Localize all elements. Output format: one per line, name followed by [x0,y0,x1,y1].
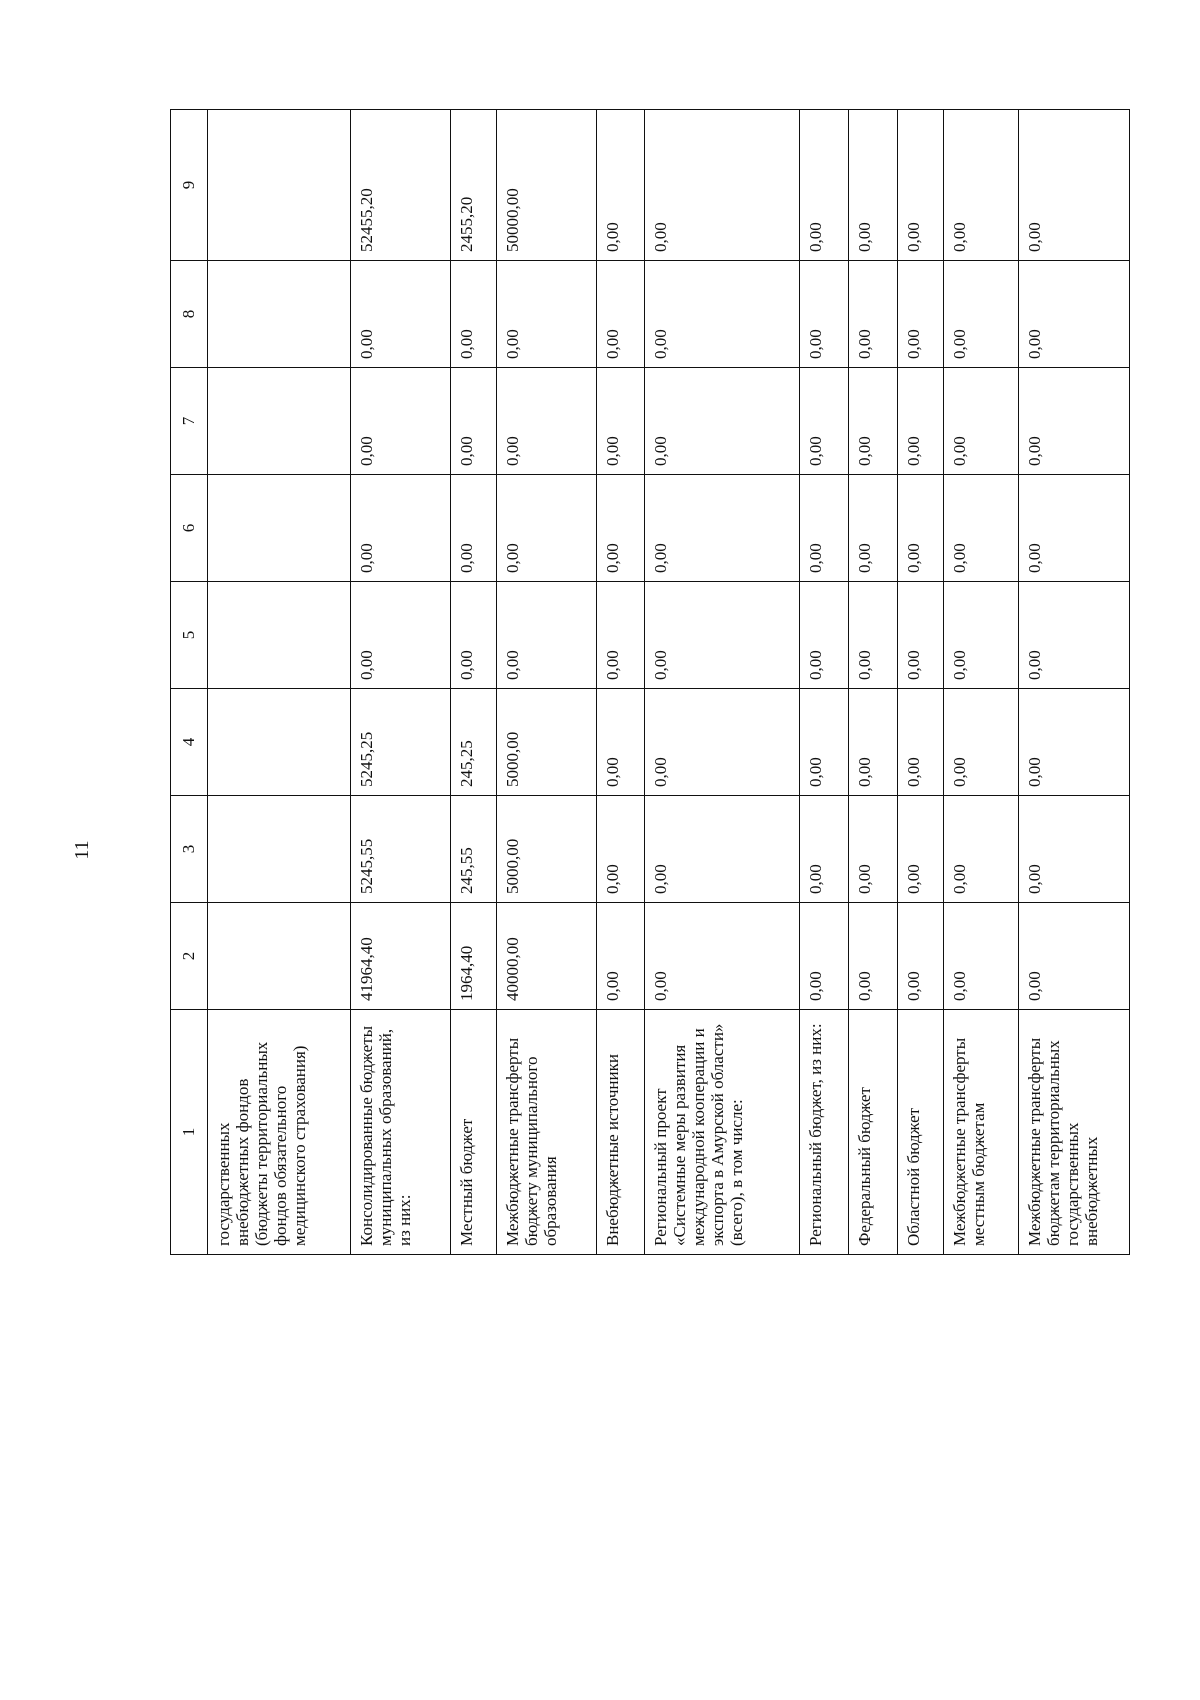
column-number-header: 5 [171,582,208,689]
row-label-cell: государственных внебюджетных фондов (бюджеты территориальных фондов обязательного медицинского страхования) [207,1010,351,1255]
row-label-cell: Областной бюджет [897,1010,943,1255]
value-cell: 0,00 [596,689,645,796]
value-cell: 0,00 [848,261,897,368]
value-cell: 0,00 [848,475,897,582]
row-label-cell: Межбюджетные трансферты бюджету муниципального образования [497,1010,597,1255]
table-row [897,110,943,1255]
value-cell: 0,00 [1019,582,1130,689]
value-cell: 0,00 [848,903,897,1010]
value-cell: 0,00 [897,903,943,1010]
column-number-header: 8 [171,261,208,368]
column-number-header: 1 [171,1010,208,1255]
value-cell: 0,00 [1019,475,1130,582]
value-cell [207,110,351,261]
value-cell: 0,00 [897,582,943,689]
value-cell: 0,00 [944,582,1019,689]
table-row [497,110,597,1255]
value-cell: 0,00 [351,368,451,475]
row-label-cell: Местный бюджет [450,1010,496,1255]
row-label-cell: Федеральный бюджет [848,1010,897,1255]
value-cell [207,368,351,475]
value-cell: 0,00 [800,582,849,689]
value-cell [207,689,351,796]
value-cell: 0,00 [645,796,800,903]
value-cell: 5000,00 [497,796,597,903]
column-number-header: 7 [171,368,208,475]
value-cell: 0,00 [897,368,943,475]
value-cell: 0,00 [645,261,800,368]
table-row [645,110,800,1255]
value-cell: 0,00 [944,261,1019,368]
column-number-header: 2 [171,903,208,1010]
value-cell: 0,00 [944,368,1019,475]
value-cell: 0,00 [800,796,849,903]
value-cell: 0,00 [645,582,800,689]
value-cell: 50000,00 [497,110,597,261]
value-cell: 0,00 [645,110,800,261]
value-cell: 0,00 [645,903,800,1010]
table-row [1019,110,1130,1255]
value-cell: 0,00 [897,796,943,903]
column-number-header: 3 [171,796,208,903]
value-cell: 0,00 [944,689,1019,796]
value-cell: 0,00 [848,110,897,261]
value-cell: 0,00 [497,582,597,689]
table-row [351,110,451,1255]
value-cell: 0,00 [497,261,597,368]
table-row [800,110,849,1255]
value-cell: 0,00 [944,903,1019,1010]
table-row [944,110,1019,1255]
row-label-cell: Региональный бюджет, из них: [800,1010,849,1255]
rotated-table-container [170,110,1130,1255]
value-cell: 0,00 [645,689,800,796]
value-cell: 0,00 [450,475,496,582]
value-cell: 0,00 [596,796,645,903]
value-cell: 0,00 [848,368,897,475]
value-cell: 0,00 [450,368,496,475]
value-cell: 0,00 [848,582,897,689]
value-cell: 0,00 [596,110,645,261]
value-cell: 0,00 [800,903,849,1010]
value-cell: 0,00 [800,368,849,475]
value-cell: 0,00 [596,261,645,368]
page-number: 11 [71,840,93,860]
value-cell: 245,25 [450,689,496,796]
value-cell: 40000,00 [497,903,597,1010]
value-cell [207,261,351,368]
row-label-cell: Региональный проект «Системные меры развития международной кооперации и экспорта в Амурской области» (всего), в том числе: [645,1010,800,1255]
value-cell: 0,00 [497,475,597,582]
value-cell: 0,00 [450,582,496,689]
value-cell: 5245,55 [351,796,451,903]
value-cell: 0,00 [1019,903,1130,1010]
value-cell: 0,00 [1019,261,1130,368]
value-cell: 0,00 [944,110,1019,261]
value-cell: 0,00 [944,796,1019,903]
value-cell: 0,00 [645,368,800,475]
value-cell: 0,00 [944,475,1019,582]
value-cell: 0,00 [1019,110,1130,261]
value-cell: 0,00 [645,475,800,582]
value-cell: 0,00 [800,261,849,368]
value-cell: 2455,20 [450,110,496,261]
table-row [596,110,645,1255]
value-cell: 0,00 [351,261,451,368]
value-cell: 52455,20 [351,110,451,261]
value-cell: 5245,25 [351,689,451,796]
row-label-cell: Внебюджетные источники [596,1010,645,1255]
value-cell: 0,00 [848,689,897,796]
value-cell: 5000,00 [497,689,597,796]
value-cell: 0,00 [596,903,645,1010]
budget-table [170,109,1130,1255]
value-cell [207,475,351,582]
value-cell: 41964,40 [351,903,451,1010]
column-number-header: 4 [171,689,208,796]
value-cell: 0,00 [800,475,849,582]
value-cell: 0,00 [800,689,849,796]
value-cell: 0,00 [897,261,943,368]
value-cell: 0,00 [897,475,943,582]
header-row [171,110,208,1255]
value-cell: 0,00 [497,368,597,475]
value-cell: 245,55 [450,796,496,903]
value-cell [207,582,351,689]
value-cell: 0,00 [596,475,645,582]
value-cell [207,796,351,903]
value-cell: 0,00 [1019,689,1130,796]
row-label-cell: Межбюджетные трансферты местным бюджетам [944,1010,1019,1255]
row-label-cell: Консолидированные бюджеты муниципальных образований, из них: [351,1010,451,1255]
value-cell: 0,00 [1019,368,1130,475]
column-number-header: 6 [171,475,208,582]
value-cell [207,903,351,1010]
table-row [450,110,496,1255]
column-number-header: 9 [171,110,208,261]
value-cell: 0,00 [897,689,943,796]
value-cell: 1964,40 [450,903,496,1010]
table-row [848,110,897,1255]
value-cell: 0,00 [897,110,943,261]
value-cell: 0,00 [450,261,496,368]
table-row [207,110,351,1255]
value-cell: 0,00 [596,368,645,475]
value-cell: 0,00 [351,475,451,582]
value-cell: 0,00 [596,582,645,689]
value-cell: 0,00 [1019,796,1130,903]
value-cell: 0,00 [848,796,897,903]
value-cell: 0,00 [351,582,451,689]
value-cell: 0,00 [800,110,849,261]
row-label-cell: Межбюджетные трансферты бюджетам территориальных государственных внебюджетных [1019,1010,1130,1255]
